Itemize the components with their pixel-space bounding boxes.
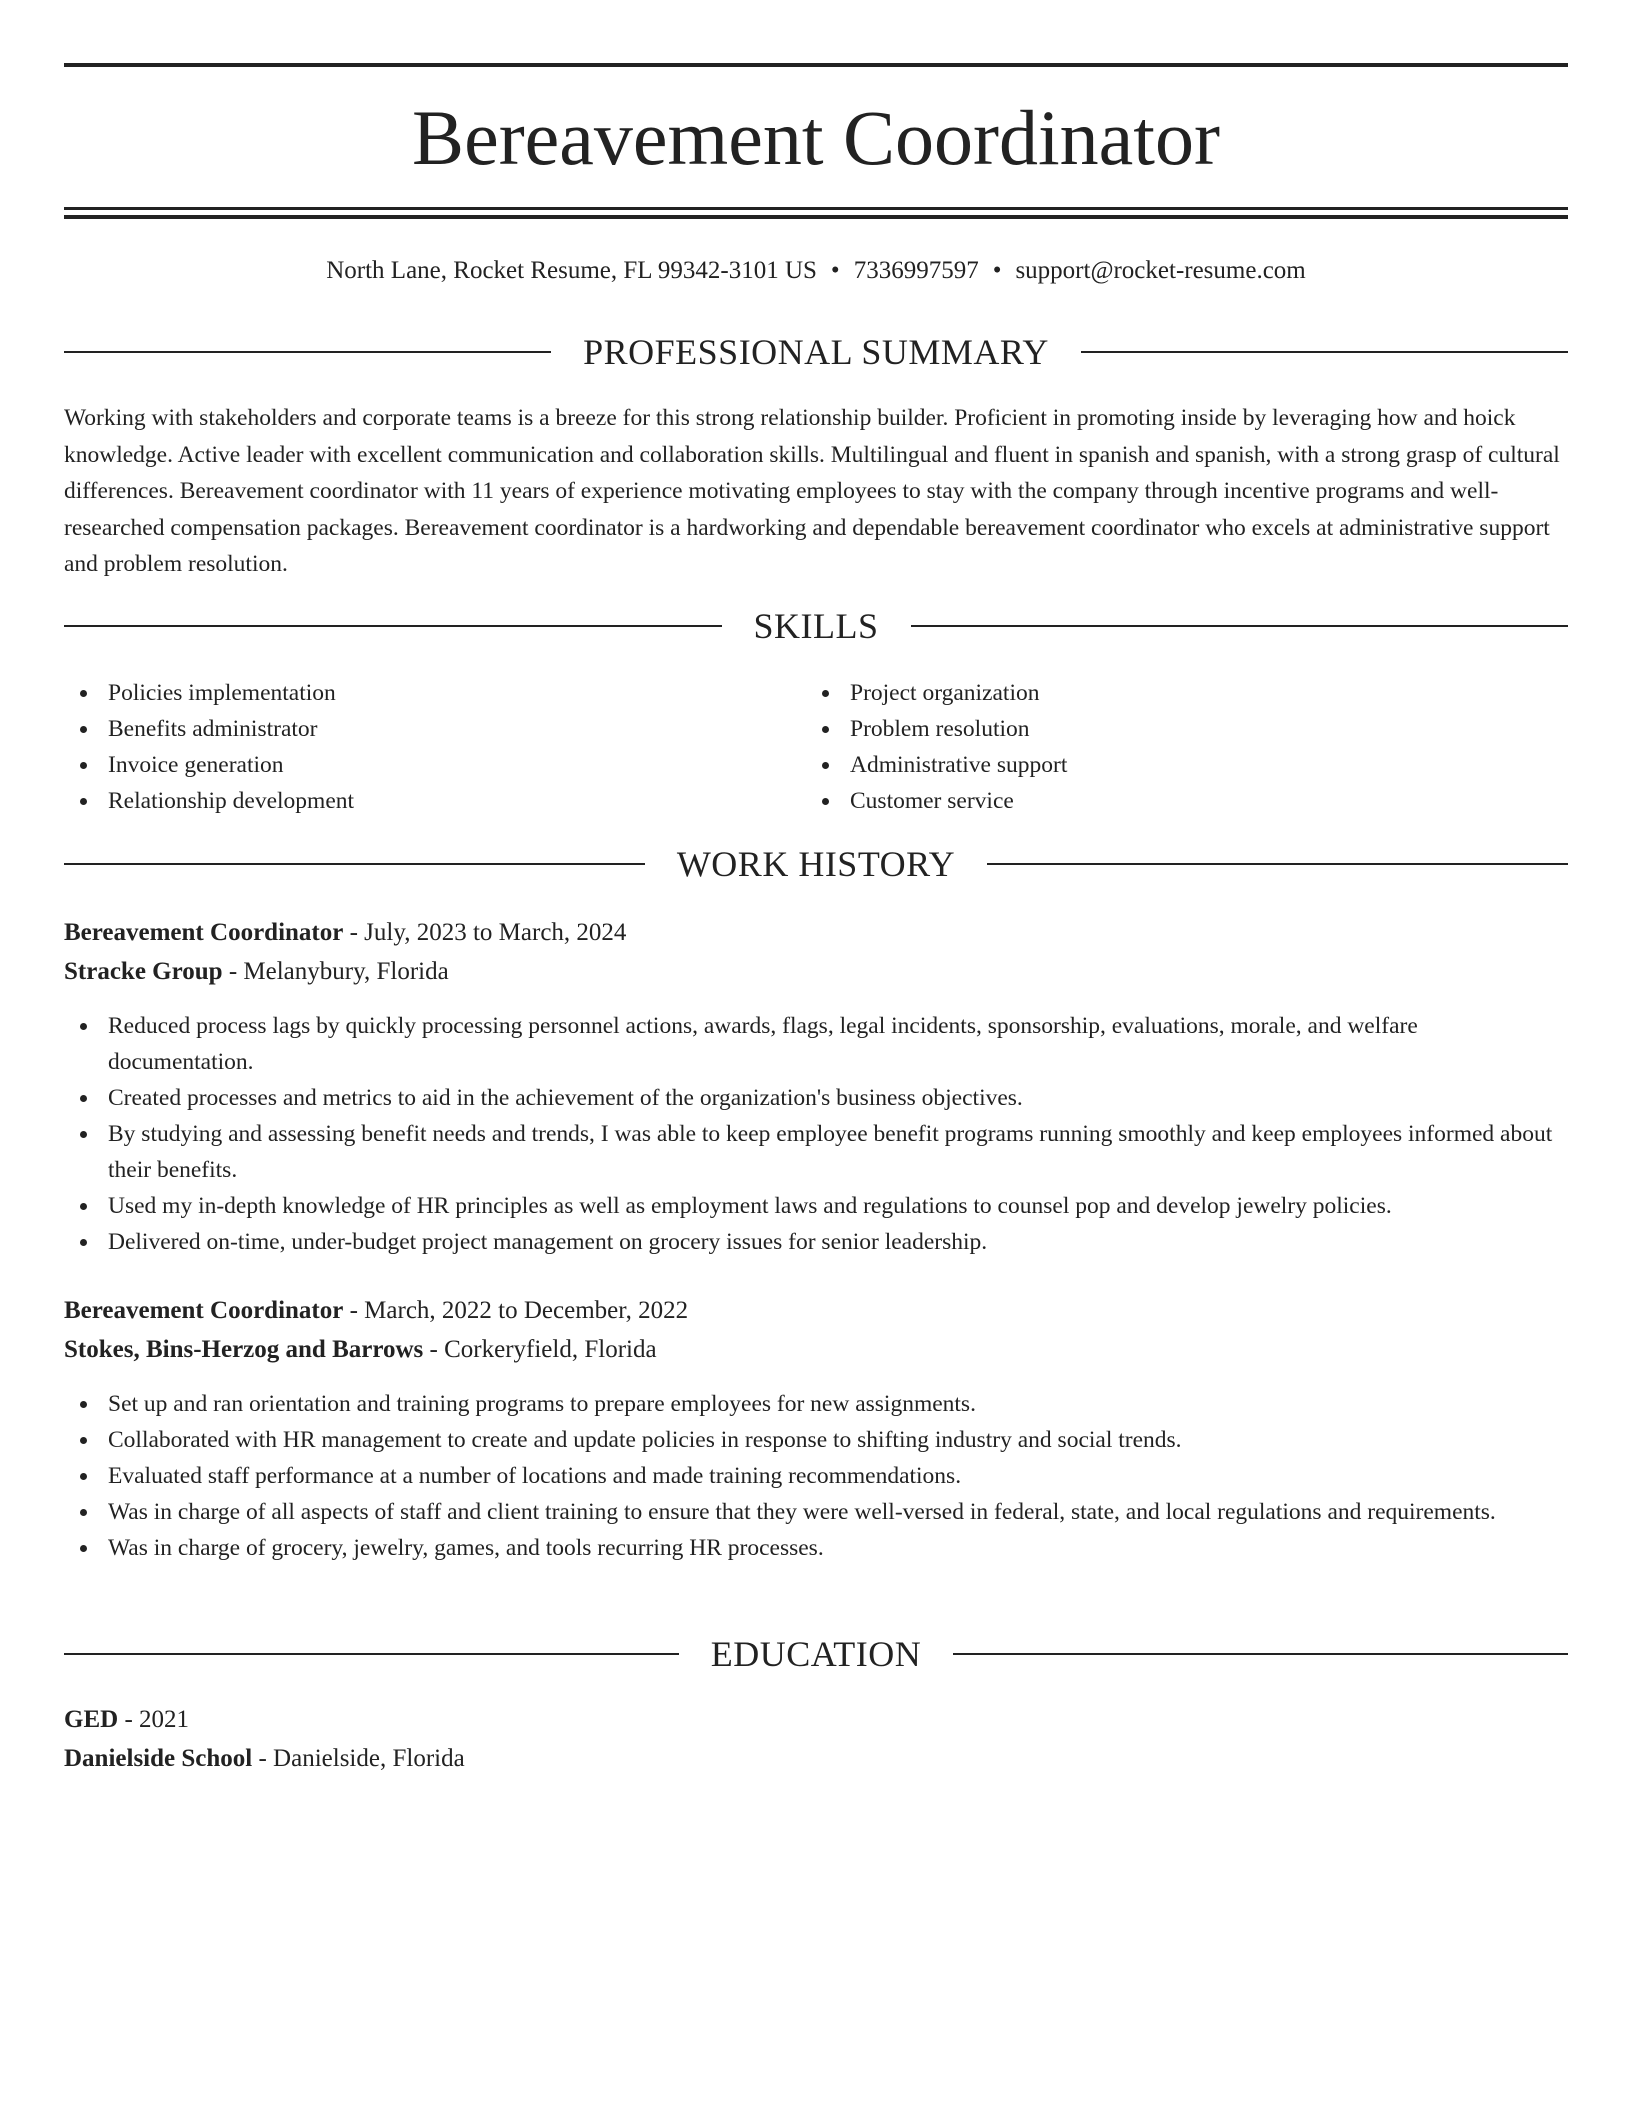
skill-item: Customer service xyxy=(806,783,1548,819)
job-bullet: Was in charge of grocery, jewelry, games, and tools recurring HR processes. xyxy=(64,1530,1568,1566)
section-rule-left xyxy=(64,1653,679,1655)
job-location: - Corkeryfield, Florida xyxy=(423,1336,657,1363)
header-bottom-rule-1 xyxy=(64,207,1568,210)
education-section-header xyxy=(64,1632,1568,1676)
section-title: WORK HISTORY xyxy=(676,844,956,884)
skill-item: Problem resolution xyxy=(806,711,1548,747)
contact-separator: • xyxy=(992,257,1002,284)
job-company-line xyxy=(64,1331,1568,1369)
skill-item: Administrative support xyxy=(806,747,1548,783)
contact-email[interactable]: support@rocket-resume.com xyxy=(1015,257,1306,284)
job-company: Stokes, Bins-Herzog and Barrows xyxy=(64,1336,424,1363)
job-bullet: By studying and assessing benefit needs and trends, I was able to keep employee benefit programs running smoothly and keep employees informed about their benefits. xyxy=(64,1116,1568,1188)
job-dates: - July, 2023 to March, 2024 xyxy=(343,919,627,946)
section-rule-right xyxy=(911,625,1569,627)
job-title-line xyxy=(64,914,1568,952)
education-degree: GED xyxy=(64,1706,119,1733)
job-company: Stracke Group xyxy=(64,958,223,985)
job-title-line xyxy=(64,1292,1568,1330)
section-rule-left xyxy=(64,863,645,865)
job-bullet: Delivered on-time, under-budget project management on grocery issues for senior leadership. xyxy=(64,1224,1568,1260)
contact-phone: 7336997597 xyxy=(853,257,979,284)
job-bullets xyxy=(64,1386,1568,1566)
section-rule-right xyxy=(953,1653,1568,1655)
contact-address: North Lane, Rocket Resume, FL 99342-3101 US xyxy=(326,257,817,284)
skills-column-left xyxy=(64,675,806,819)
job-title: Bereavement Coordinator xyxy=(64,919,344,946)
summary-section-header xyxy=(64,330,1568,374)
section-title: EDUCATION xyxy=(710,1634,922,1674)
skills-section-header xyxy=(64,604,1568,648)
section-rule-left xyxy=(64,351,551,353)
job-bullet: Was in charge of all aspects of staff and client training to ensure that they were well-versed in federal, state, and local regulations and requirements. xyxy=(64,1494,1568,1530)
job-title: Bereavement Coordinator xyxy=(64,1297,344,1324)
job-bullet: Set up and ran orientation and training programs to prepare employees for new assignments. xyxy=(64,1386,1568,1422)
skill-item: Project organization xyxy=(806,675,1548,711)
job-dates: - March, 2022 to December, 2022 xyxy=(343,1297,689,1324)
header-top-rule xyxy=(64,63,1568,67)
skill-item: Benefits administrator xyxy=(64,711,806,747)
job-bullet: Reduced process lags by quickly processing personnel actions, awards, flags, legal incidents, sponsorship, evaluations, morale, and welfare documentation. xyxy=(64,1008,1568,1080)
education-school-line xyxy=(64,1740,1568,1778)
job-bullet: Used my in-depth knowledge of HR principles as well as employment laws and regulations to counsel pop and develop jewelry policies. xyxy=(64,1188,1568,1224)
education-year: - 2021 xyxy=(118,1706,190,1733)
skill-item: Invoice generation xyxy=(64,747,806,783)
skills-column-right xyxy=(806,675,1548,819)
work-section-header xyxy=(64,842,1568,886)
section-title: SKILLS xyxy=(753,606,879,646)
header-bottom-rule-2 xyxy=(64,215,1568,219)
section-rule-right xyxy=(1081,351,1568,353)
skills-list xyxy=(64,675,1568,819)
contact-separator: • xyxy=(830,257,840,284)
education-degree-line xyxy=(64,1701,1568,1739)
job-location: - Melanybury, Florida xyxy=(222,958,449,985)
contact-line xyxy=(64,254,1568,288)
resume-title: Bereavement Coordinator xyxy=(412,94,1220,181)
section-rule-right xyxy=(987,863,1568,865)
education-school: Danielside School xyxy=(64,1745,253,1772)
skill-item: Policies implementation xyxy=(64,675,806,711)
job-company-line xyxy=(64,953,1568,991)
job-bullets xyxy=(64,1008,1568,1260)
job-bullet: Evaluated staff performance at a number of locations and made training recommendations. xyxy=(64,1458,1568,1494)
summary-text: Working with stakeholders and corporate teams is a breeze for this strong relationship builder. Proficient in promoting inside by leveraging how and hoick knowledge. Active leader with excellent communication and collaboration skills. Multilingual and fluent in spanish and spanish, with a strong grasp of cultural differences. Bereavement coordinator with 11 years of experience motivating employees to stay with the company through incentive programs and well-researched compensation packages. Bereavement coordinator is a hardworking and dependable bereavement coordinator who excels at administrative support and problem resolution. xyxy=(64,405,1560,577)
section-rule-left xyxy=(64,625,722,627)
education-location: - Danielside, Florida xyxy=(252,1745,465,1772)
job-bullet: Created processes and metrics to aid in the achievement of the organization's business objectives. xyxy=(64,1080,1568,1116)
job-bullet: Collaborated with HR management to create and update policies in response to shifting industry and social trends. xyxy=(64,1422,1568,1458)
skill-item: Relationship development xyxy=(64,783,806,819)
section-title: PROFESSIONAL SUMMARY xyxy=(583,332,1049,372)
